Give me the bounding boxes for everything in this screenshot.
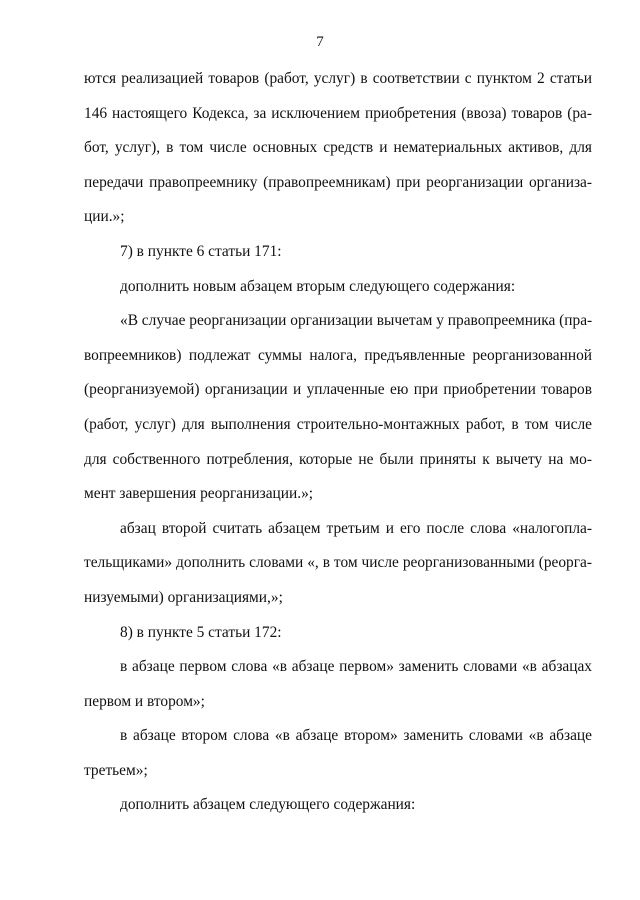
text-line: дополнить абзацем следующего содержания: — [120, 796, 416, 814]
text-line: (работ, услуг) для выполнения строительно-монтажных работ, в том числе — [84, 415, 592, 433]
document-body — [84, 62, 592, 823]
text-line: 8) в пункте 5 статьи 172: — [120, 623, 282, 641]
text-line: в абзаце втором слова «в абзаце втором» заменить словами «в абзаце — [120, 727, 592, 745]
page-number: 7 — [316, 34, 324, 50]
text-line: абзац второй считать абзацем третьим и его после слова «налогопла- — [120, 519, 592, 537]
text-line: бот, услуг), в том числе основных средств и нематериальных активов, для — [84, 139, 592, 157]
text-line: (реорганизуемой) организации и уплаченные ею при приобретении товаров — [84, 381, 592, 399]
text-line: низуемыми) организациями,»; — [84, 588, 283, 606]
text-line: третьем»; — [84, 761, 148, 779]
text-line: мент завершения реорганизации.»; — [84, 485, 314, 503]
text-line: 7) в пункте 6 статьи 171: — [120, 242, 282, 260]
text-line: вопреемников) подлежат суммы налога, предъявленные реорганизованной — [84, 346, 592, 364]
text-line: в абзаце первом слова «в абзаце первом» заменить словами «в абзацах — [120, 658, 592, 676]
text-line: передачи правопреемнику (правопреемникам) при реорганизации организа- — [84, 173, 592, 191]
text-line: ции.»; — [84, 208, 125, 226]
text-line: дополнить новым абзацем вторым следующего содержания: — [120, 277, 516, 295]
text-line: «В случае реорганизации организации вычетам у правопреемника (пра- — [120, 312, 593, 330]
text-line: первом и втором»; — [84, 692, 205, 710]
text-line: тельщиками» дополнить словами «, в том числе реорганизованными (реорга- — [84, 554, 592, 572]
text-line: ются реализацией товаров (работ, услуг) в соответствии с пунктом 2 статьи — [84, 70, 592, 87]
text-line: 146 настоящего Кодекса, за исключением приобретения (ввоза) товаров (ра- — [84, 104, 592, 122]
text-line: для собственного потребления, которые не были приняты к вычету на мо- — [84, 450, 592, 468]
